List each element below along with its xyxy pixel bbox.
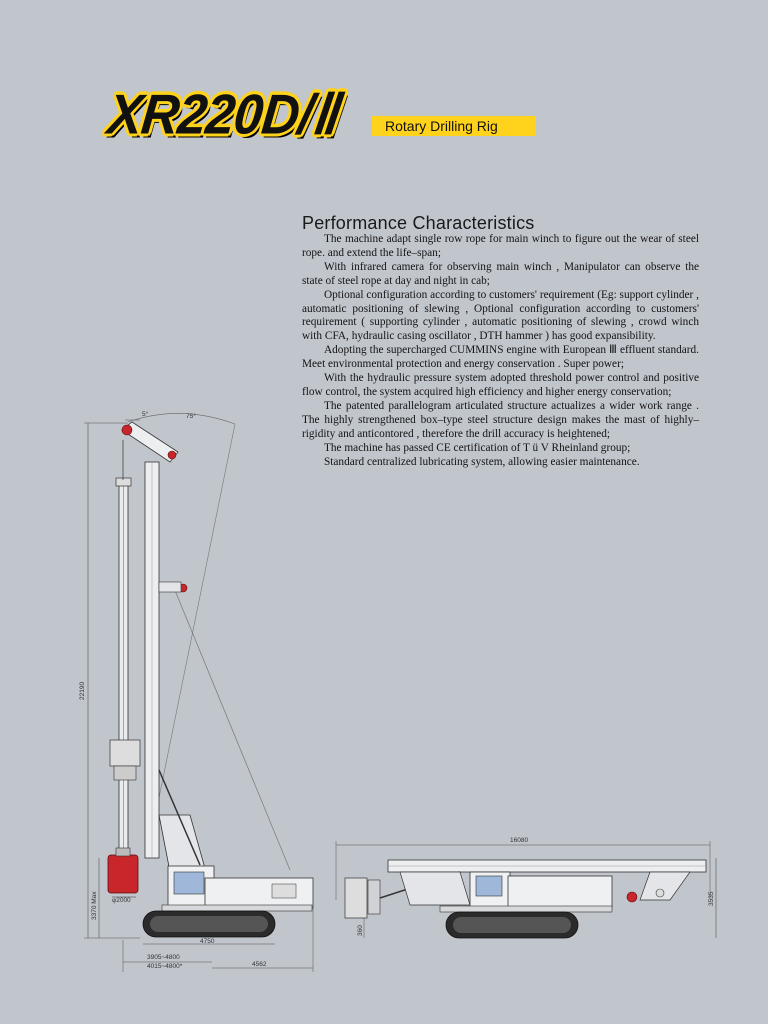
rotary-drive	[345, 878, 367, 918]
performance-paragraph: With infrared camera for observing main winch , Manipulator can observe the state of steel rope at day and night in cab;	[302, 260, 699, 287]
performance-paragraph: Adopting the supercharged CUMMINS engine with European Ⅲ effluent standard. Meet environmental protection and energy conservation . Super power;	[302, 344, 699, 371]
angle-left-label: 5°	[142, 411, 149, 418]
transport-height-label: 3535	[708, 891, 715, 906]
pulley-icon	[656, 889, 664, 897]
slewing-platform	[440, 906, 612, 912]
performance-paragraph: Standard centralized lubricating system, allowing easier maintenance.	[324, 455, 640, 468]
height-total-label: 22190	[79, 681, 86, 700]
performance-paragraph: Optional configuration according to customers' requirement (Eg: support cylinder , automatic positioning of slewing , Optional configuration according to customers' requirement ( supporting cylinder , automatic positioning of slewing , crowd winch with CFA, hydraulic casing oscillator , DTH hammer ) has good expansibility.	[302, 288, 699, 343]
clearance-label: 360	[357, 925, 364, 936]
performance-paragraph: The patented parallelogram articulated structure actualizes a wider work range . The highly strengthened box–type steel structure design makes the mast of highly–rigidity and anticontored , therefore the drill accuracy is heightened;	[302, 399, 699, 440]
parallelogram-linkage	[400, 872, 470, 905]
performance-paragraph: The machine has passed CE certification of T ü V Rheinland group;	[324, 441, 631, 454]
cab-window	[476, 876, 502, 896]
subtitle: Rotary Drilling Rig	[385, 118, 498, 134]
height-bottom-label: 3370 Max	[91, 891, 98, 920]
radius-1-label: 3905~4800	[147, 954, 180, 961]
mast-head	[640, 872, 690, 900]
angle-right-label: 75°	[186, 413, 196, 420]
transport-length-label: 16080	[510, 837, 529, 844]
radius-2-label: 4015~4800*	[147, 963, 183, 970]
track-length-label: 4750	[200, 938, 215, 945]
model-title: XR220D/Ⅱ	[104, 83, 340, 147]
drive-bracket	[368, 880, 380, 914]
performance-paragraph: With the hydraulic pressure system adopted threshold power control and positive flow control, the system acquired high efficiency and higher energy conservation;	[302, 372, 699, 398]
sheave-red	[627, 892, 637, 902]
upper-structure	[508, 876, 612, 908]
tail-length-label: 4562	[252, 961, 267, 968]
performance-paragraph: The machine adapt single row rope for main winch to figure out the wear of steel rope. and extend the life–span;	[302, 233, 699, 259]
bit-diameter-label: φ2000	[112, 897, 131, 904]
track-frame	[453, 917, 571, 933]
performance-heading: Performance Characteristics	[302, 213, 535, 233]
